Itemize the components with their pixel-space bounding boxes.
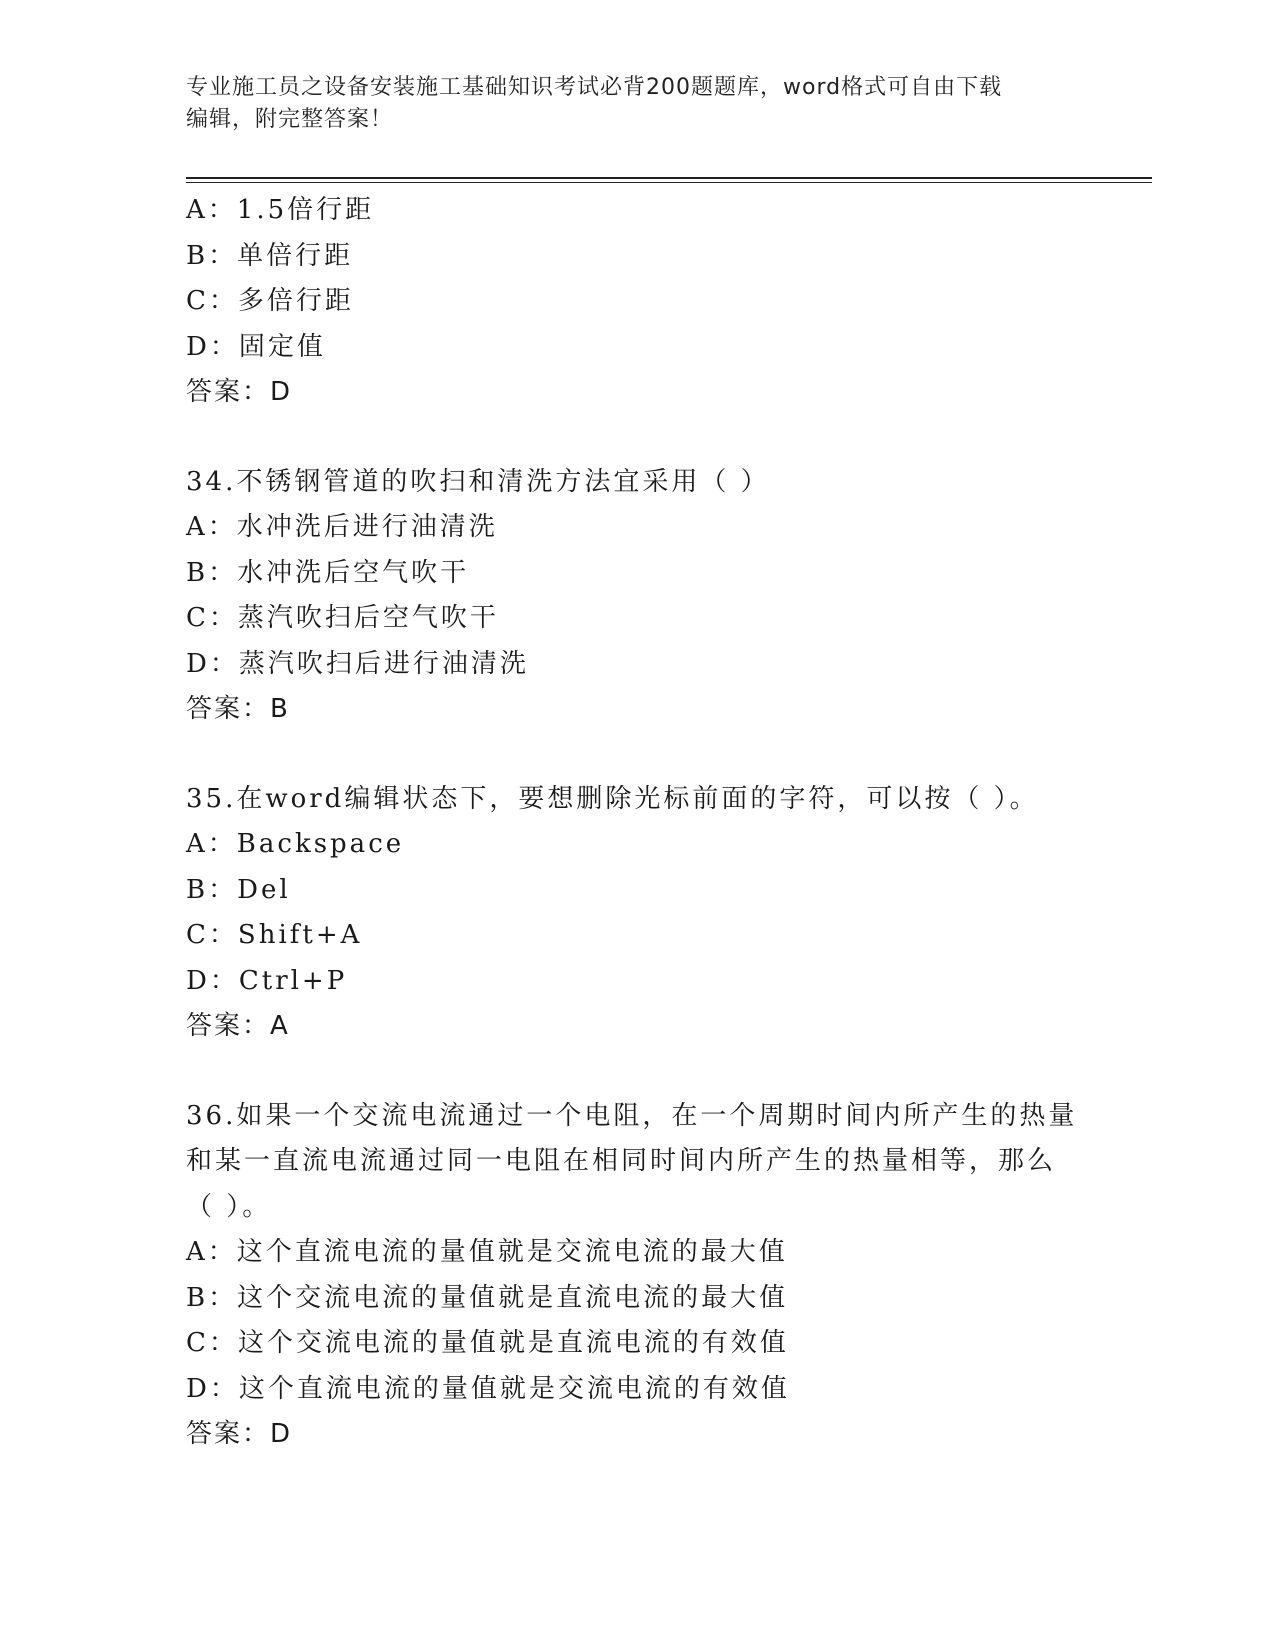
answer: 答案：A — [186, 1011, 290, 1041]
question-36 — [186, 1094, 1126, 1458]
option-d: D：蒸汽吹扫后进行油清洗 — [186, 648, 529, 679]
option-a: A：这个直流电流的量值就是交流电流的最大值 — [186, 1237, 788, 1267]
option-c: C：这个交流电流的量值就是直流电流的有效值 — [186, 1328, 789, 1358]
option-c: C：蒸汽吹扫后空气吹干 — [186, 603, 499, 633]
answer: 答案：B — [186, 694, 290, 724]
answer: 答案：D — [186, 377, 293, 407]
header-title-line-2: 编辑，附完整答案！ — [186, 107, 394, 132]
option-a: A：水冲洗后进行油清洗 — [186, 512, 498, 542]
option-d: D：这个直流电流的量值就是交流电流的有效值 — [186, 1373, 790, 1404]
question-text: 34.不锈钢管道的吹扫和清洗方法宜采用（ ） — [186, 466, 770, 497]
question-text: 35.在word编辑状态下，要想删除光标前面的字符，可以按（ ）。 — [186, 783, 1039, 814]
document-header — [186, 72, 1066, 136]
question-list — [186, 188, 1126, 1458]
answer: 答案：D — [186, 1419, 293, 1449]
option-d: D：固定值 — [186, 331, 326, 362]
header-divider-thin — [186, 182, 1152, 183]
question-35 — [186, 777, 1126, 1050]
option-d: D：Ctrl+P — [186, 965, 348, 996]
option-a: A：1.5倍行距 — [186, 195, 375, 225]
header-title-line-1: 专业施工员之设备安装施工基础知识考试必背200题题库，word格式可自由下载 — [186, 75, 1003, 100]
option-c: C：Shift+A — [186, 920, 363, 950]
question-text-line-1: 36.如果一个交流电流通过一个电阻，在一个周期时间内所产生的热量 — [186, 1100, 1078, 1131]
option-b: B：单倍行距 — [186, 240, 354, 271]
question-text-line-3: （ ）。 — [186, 1191, 272, 1222]
option-a: A：Backspace — [186, 829, 405, 859]
option-c: C：多倍行距 — [186, 286, 354, 316]
option-b: B：Del — [186, 874, 291, 905]
question-text-line-2: 和某一直流电流通过同一电阻在相同时间内所产生的热量相等，那么 — [186, 1146, 1057, 1176]
question-33 — [186, 188, 1126, 416]
option-b: B：水冲洗后空气吹干 — [186, 557, 470, 588]
option-b: B：这个交流电流的量值就是直流电流的最大值 — [186, 1282, 789, 1313]
header-divider-thick — [186, 177, 1152, 179]
question-34 — [186, 460, 1126, 733]
